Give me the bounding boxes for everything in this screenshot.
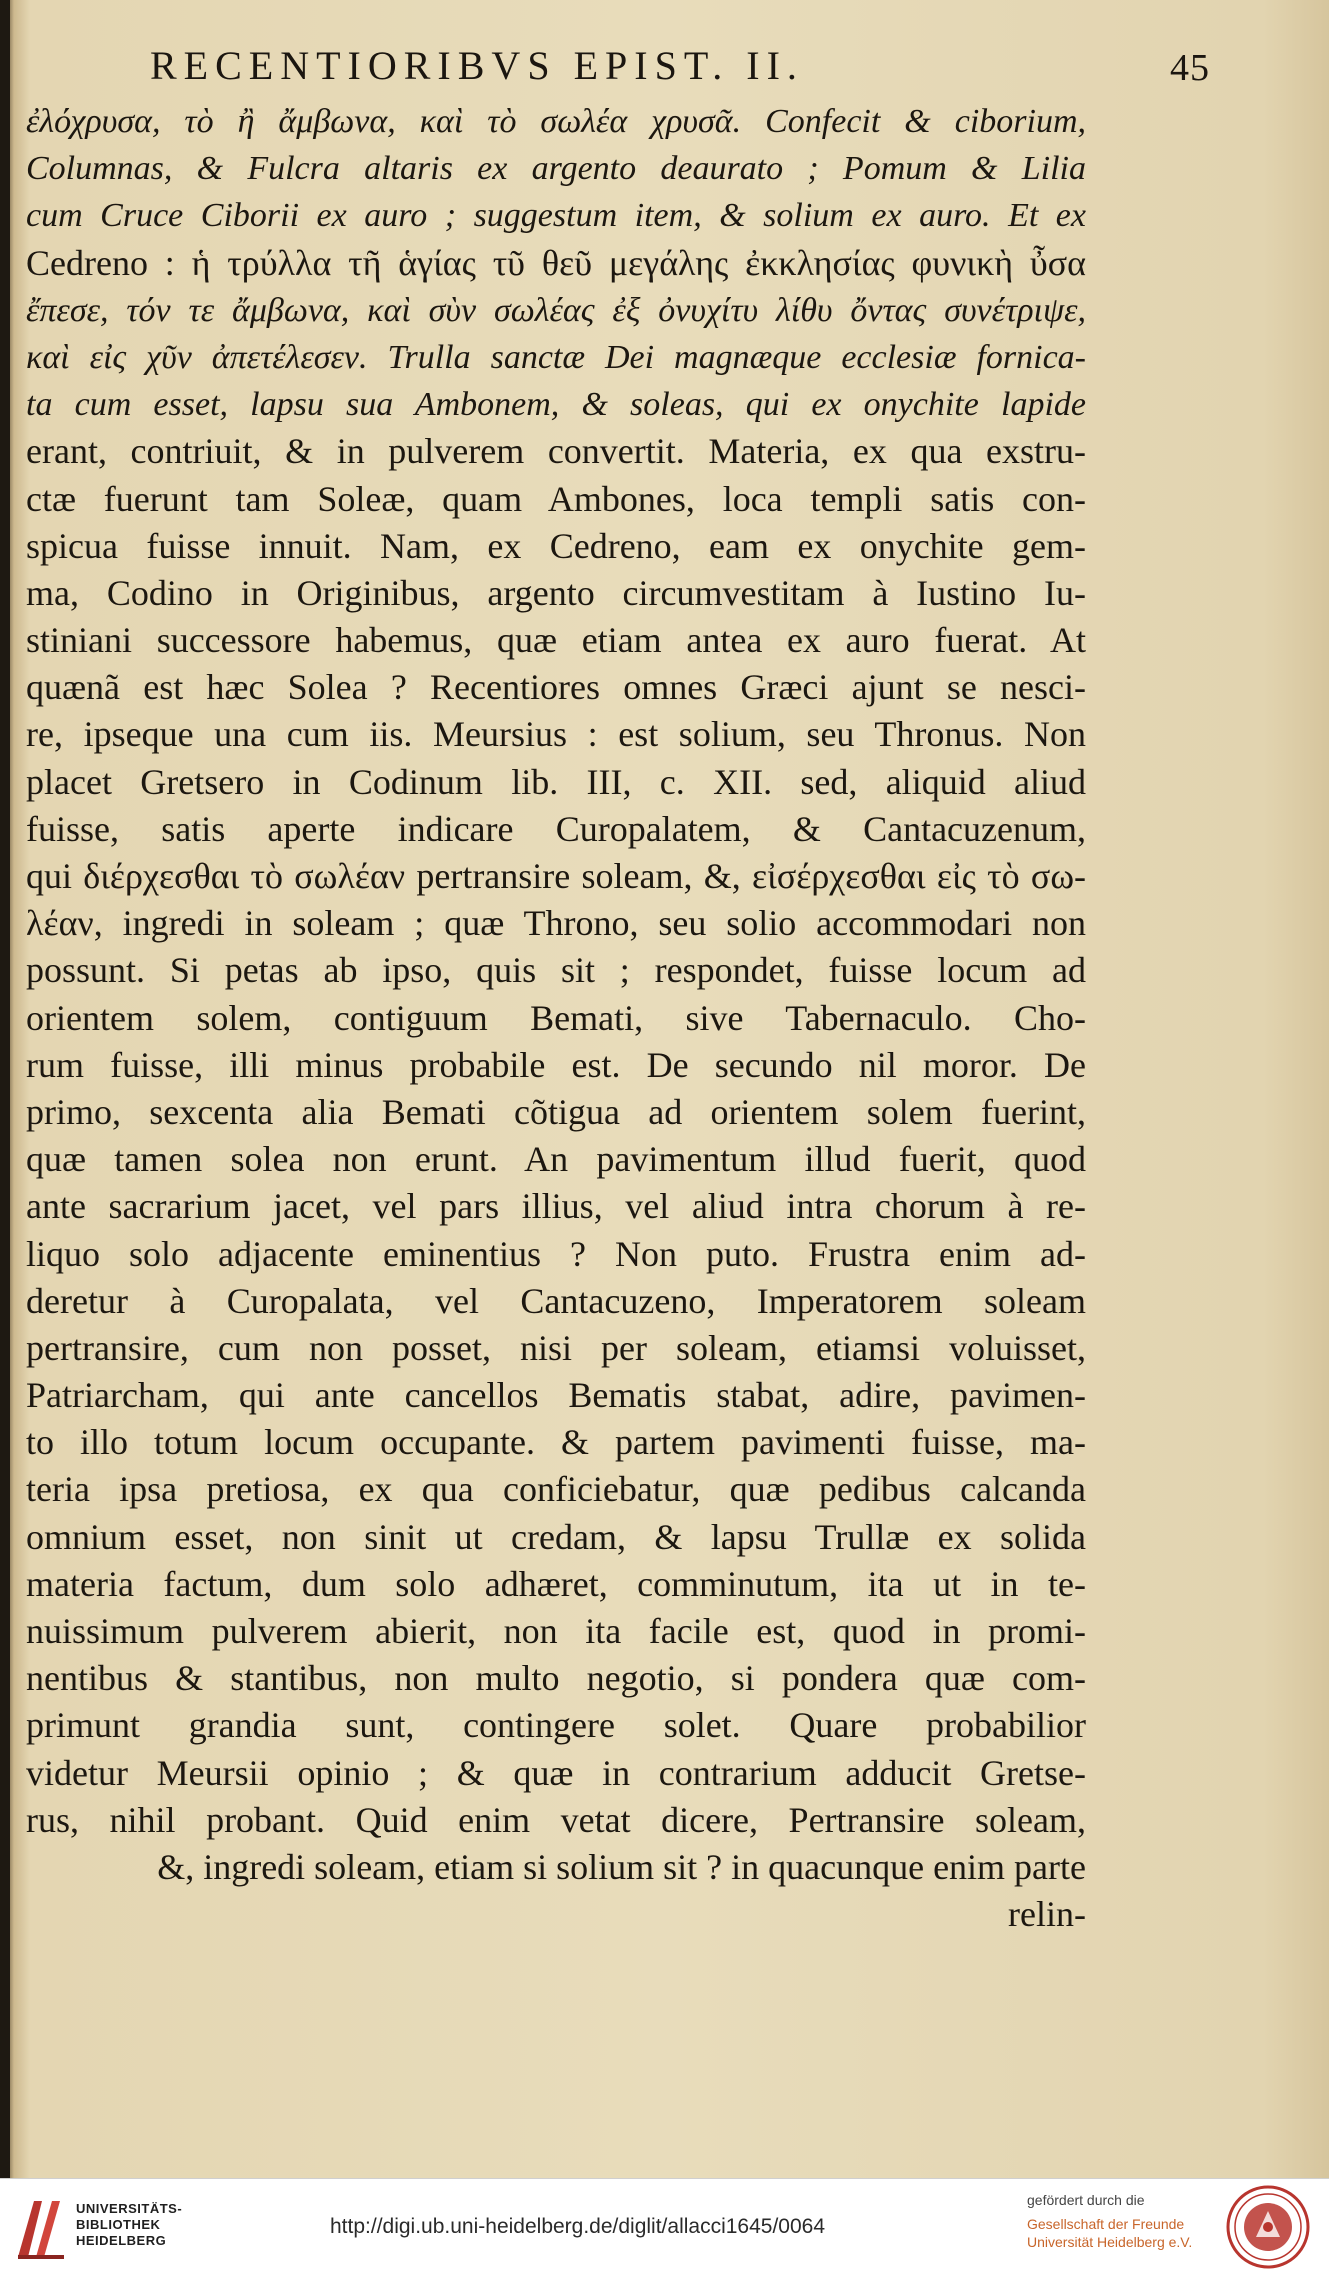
- page-number: 45: [1170, 47, 1210, 89]
- text-line: ante sacrarium jacet, vel pars illius, vel aliud intra chorum à re-: [26, 1186, 1086, 1227]
- text-line: quænã est hæc Solea ? Recentiores omnes Græci ajunt se nesci-: [26, 667, 1086, 708]
- permalink-url[interactable]: http://digi.ub.uni-heidelberg.de/diglit/allacci1645/0064: [330, 2215, 826, 2238]
- text-line: ma, Codino in Originibus, argento circumvestitam à Iustino Iu-: [26, 572, 1086, 613]
- text-line: ἐλόχρυσα, τὸ ἢ ἄμβωνα, καὶ τὸ σωλέα χρυσᾶ. Confecit & ciborium,: [26, 103, 1086, 140]
- text-line: nuissimum pulverem abierit, non ita facile est, quod in promi-: [26, 1611, 1086, 1651]
- text-line: ctæ fuerunt tam Soleæ, quam Ambones, loca templi satis con-: [26, 478, 1086, 519]
- text-line: ἔπεσε, τόν τε ἄμβωνα, καὶ σὺν σωλέας ἐξ ὀνυχίτυ λίθυ ὄντας συνέτριψε,: [26, 291, 1086, 329]
- text-line: spicua fuisse innuit. Nam, ex Cedreno, eam ex onychite gem-: [26, 525, 1086, 566]
- text-line: materia factum, dum solo adhæret, comminutum, ita ut in te-: [26, 1563, 1086, 1604]
- text-line: rum fuisse, illi minus probabile est. De secundo nil moror. De: [26, 1044, 1086, 1085]
- text-line: fuisse, satis aperte indicare Curopalatem, & Cantacuzenum,: [26, 808, 1086, 849]
- sponsor-org-line: Universität Heidelberg e.V.: [1027, 2234, 1193, 2250]
- text-line: re, ipseque una cum iis. Meursius : est solium, seu Thronus. Non: [26, 714, 1086, 755]
- text-line: Cedreno : ἡ τρύλλα τῆ ἁγίας τῦ θεῦ μεγάλης ἐκκλησίας φυνικὴ ὖσα: [26, 242, 1086, 283]
- text-line: stiniani successore habemus, quæ etiam antea ex auro fuerat. At: [26, 620, 1086, 661]
- text-line: primunt grandia sunt, contingere solet. Quare probabilior: [26, 1705, 1086, 1746]
- library-name-line: HEIDELBERG: [76, 2233, 167, 2248]
- body-text: [26, 98, 1086, 1938]
- viewer-footer: [0, 2178, 1329, 2275]
- text-line: erant, contriuit, & in pulverem convertit. Materia, ex qua exstru-: [26, 431, 1086, 472]
- text-line: omnium esset, non sinit ut credam, & lapsu Trullæ ex solida: [26, 1516, 1086, 1557]
- library-name-line: BIBLIOTHEK: [76, 2217, 161, 2232]
- text-line: liquo solo adjacente eminentius ? Non puto. Frustra enim ad-: [26, 1233, 1086, 1274]
- text-line: ta cum esset, lapsu sua Ambonem, & soleas, qui ex onychite lapide: [26, 386, 1086, 424]
- text-line: qui διέρχεσθαι τὸ σωλέαν pertransire soleam, &, εἰσέρχεσθαι εἰς τὸ σω-: [26, 856, 1086, 896]
- text-line: teria ipsa pretiosa, ex qua conficiebatur, quæ pedibus calcanda: [26, 1469, 1086, 1510]
- text-line: καὶ εἰς χῦν ἀπετέλεσεν. Trulla sanctæ Dei magnæque ecclesiæ fornica-: [26, 338, 1086, 376]
- text-line: nentibus & stantibus, non multo negotio, si pondera quæ com-: [26, 1658, 1086, 1699]
- university-seal-icon: [1226, 2185, 1310, 2269]
- university-library-logo-icon: [14, 2193, 68, 2261]
- library-name: [76, 2201, 182, 2249]
- text-line: pertransire, cum non posset, nisi per soleam, etiamsi voluisset,: [26, 1327, 1086, 1368]
- text-line: Columnas, & Fulcra altaris ex argento deaurato ; Pomum & Lilia: [26, 150, 1086, 188]
- sponsor-label: gefördert durch die: [1027, 2192, 1145, 2208]
- sponsor-credit: [1027, 2191, 1192, 2251]
- text-line: possunt. Si petas ab ipso, quis sit ; respondet, fuisse locum ad: [26, 950, 1086, 991]
- text-line: placet Gretsero in Codinum lib. III, c. XII. sed, aliquid aliud: [26, 761, 1086, 802]
- catchword: relin-: [1008, 1894, 1086, 1935]
- text-line: deretur à Curopalata, vel Cantacuzeno, Imperatorem soleam: [26, 1280, 1086, 1321]
- text-line: rus, nihil probant. Quid enim vetat dicere, Pertransire soleam,: [26, 1799, 1086, 1840]
- running-head: [150, 42, 1210, 98]
- text-line: orientem solem, contiguum Bemati, sive Tabernaculo. Cho-: [26, 997, 1086, 1038]
- text-line: λέαν, ingredi in soleam ; quæ Throno, seu solio accommodari non: [26, 903, 1086, 944]
- text-line: primo, sexcenta alia Bemati cõtigua ad orientem solem fuerint,: [26, 1091, 1086, 1132]
- text-line: cum Cruce Ciborii ex auro ; suggestum item, & solium ex auro. Et ex: [26, 197, 1086, 235]
- page-binding-edge: [0, 0, 10, 2178]
- text-line: &, ingredi soleam, etiam si solium sit ? in quacunque enim parte: [157, 1846, 1086, 1887]
- library-name-line: UNIVERSITÄTS-: [76, 2201, 183, 2216]
- running-title: RECENTIORIBVS EPIST. II.: [150, 43, 804, 88]
- sponsor-org-line: Gesellschaft der Freunde: [1027, 2216, 1185, 2232]
- text-line: videtur Meursii opinio ; & quæ in contrarium adducit Gretse-: [26, 1752, 1086, 1793]
- text-line: to illo totum locum occupante. & partem pavimenti fuisse, ma-: [26, 1422, 1086, 1463]
- text-line: Patriarcham, qui ante cancellos Bematis stabat, adire, pavimen-: [26, 1375, 1086, 1416]
- text-line: quæ tamen solea non erunt. An pavimentum illud fuerit, quod: [26, 1139, 1086, 1180]
